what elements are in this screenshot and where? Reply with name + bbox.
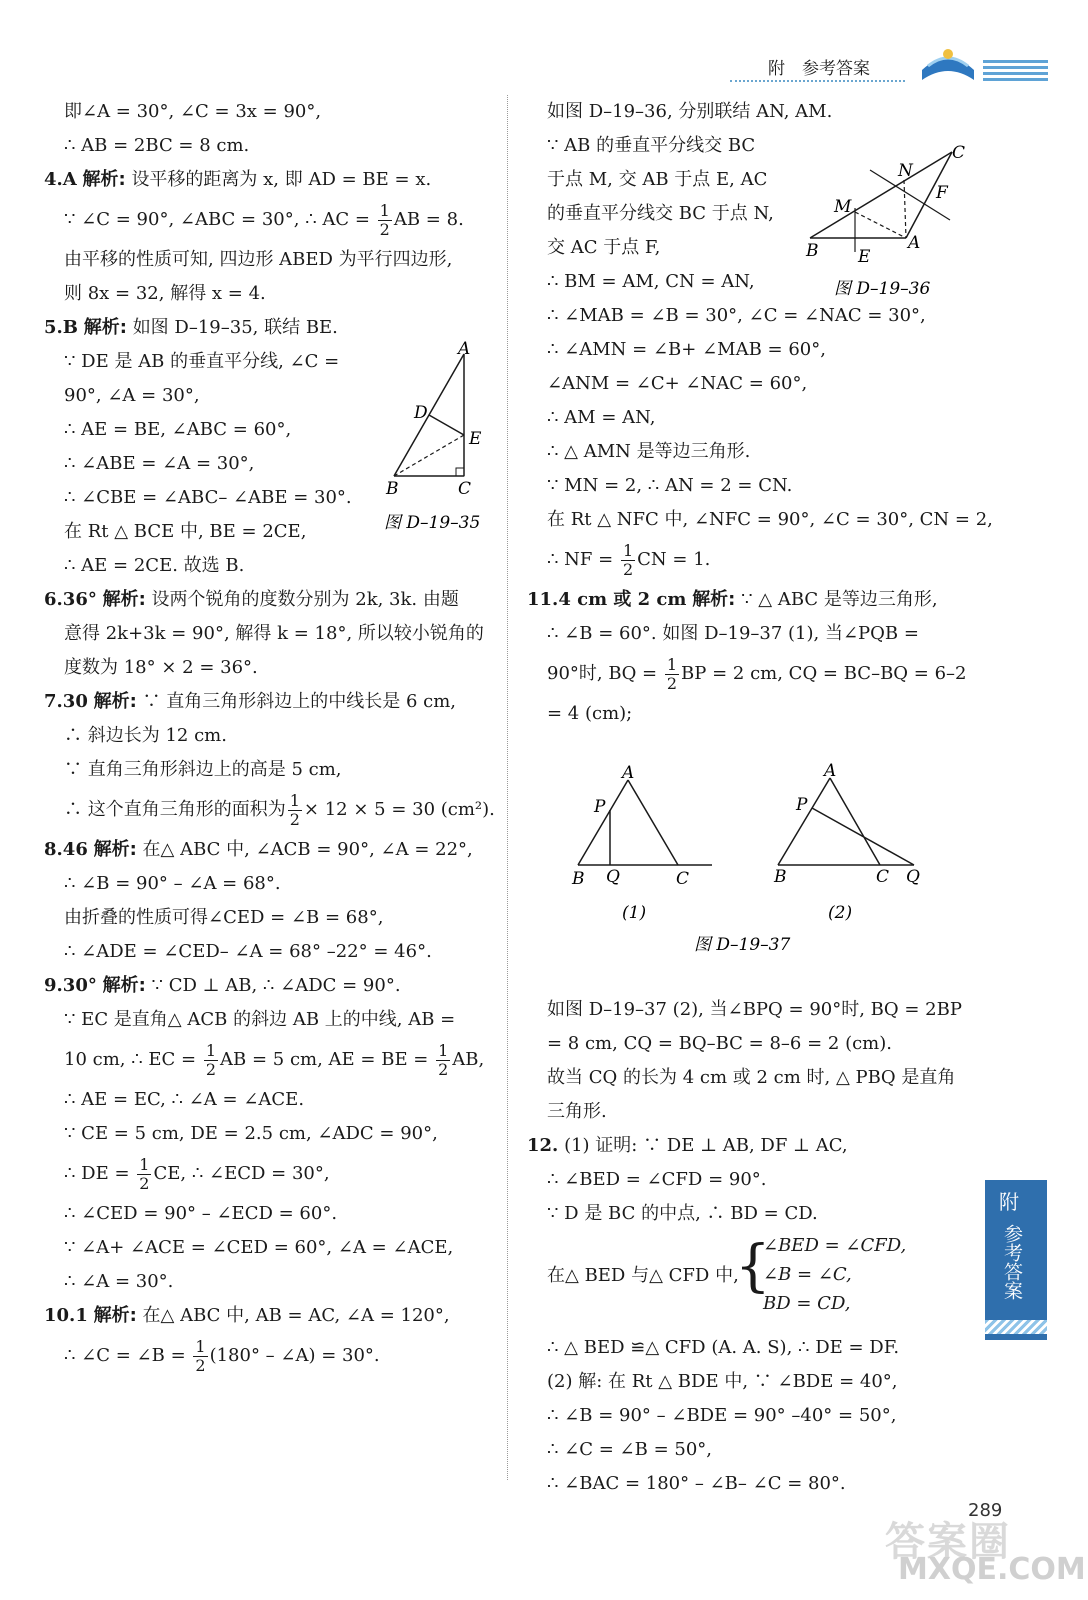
text-line	[44, 867, 496, 901]
line-text: ∴ ∠AMN = ∠B+ ∠MAB = 60°,	[547, 339, 826, 360]
line-text: ∴ △ BED ≌△ CFD (A. A. S), ∴ DE = DF.	[547, 1337, 900, 1358]
line-text: 即∠A = 30°, ∠C = 3x = 90°,	[64, 101, 322, 122]
line-text: (180° – ∠A) = 30°.	[209, 1345, 380, 1366]
analysis-keyword: 解析:	[102, 589, 146, 610]
fig37b-label: C	[876, 867, 890, 887]
line-text: ∴ ∠MAB = ∠B = 30°, ∠C = ∠NAC = 30°,	[547, 305, 926, 326]
analysis-keyword: 解析:	[102, 975, 146, 996]
text-line	[527, 435, 977, 469]
item-number: 6.36°	[44, 589, 97, 610]
text-line	[527, 1331, 977, 1365]
text-line	[44, 163, 496, 197]
text-line	[44, 1083, 496, 1117]
line-text: ∵ ∠C = 90°, ∠ABC = 30°, ∴ AC =	[64, 209, 376, 230]
text-line	[527, 1027, 977, 1061]
fraction	[378, 202, 392, 239]
line-text: 在△ ABC 中, ∠ACB = 90°, ∠A = 22°,	[142, 839, 473, 860]
text-line	[527, 1061, 977, 1095]
line-text: ∴ ∠CBE = ∠ABC– ∠ABE = 30°.	[64, 487, 352, 508]
item-number: 11.4 cm 或 2 cm	[527, 589, 687, 610]
page-number: 289	[968, 1500, 1003, 1521]
line-text: ∴ ∠CED = 90° – ∠ECD = 60°.	[64, 1203, 338, 1224]
brace: {	[735, 1234, 771, 1299]
text-line	[527, 333, 977, 367]
item-number: 7.30	[44, 691, 88, 712]
line-text: ∴ ∠B = 90° – ∠A = 68°.	[64, 873, 281, 894]
line-text: ∴ ∠ABE = ∠A = 30°,	[64, 453, 255, 474]
line-text: ∴ ∠C = ∠B = 50°,	[547, 1439, 713, 1460]
text-line	[44, 1117, 496, 1151]
fig37a-label: B	[572, 869, 585, 889]
fraction-denominator: 2	[379, 219, 390, 239]
line-text: ∴ 这个直角三角形的面积为	[64, 799, 286, 820]
fraction-numerator: 1	[666, 654, 678, 674]
text-line	[44, 1333, 496, 1379]
line-text: ∠ANM = ∠C+ ∠NAC = 60°,	[547, 373, 808, 394]
line-text: ∵ D 是 BC 的中点, ∴ BD = CD.	[547, 1203, 818, 1224]
fig37a-label: Q	[606, 867, 620, 887]
text-line	[44, 1151, 496, 1197]
text-line	[44, 1299, 496, 1333]
text-line	[44, 1197, 496, 1231]
text-line	[44, 1003, 496, 1037]
line-text: ∴ ∠ADE = ∠CED– ∠A = 68° –22° = 46°.	[64, 941, 432, 962]
text-line	[527, 1467, 977, 1501]
text-line	[44, 935, 496, 969]
fraction-denominator: 2	[622, 559, 634, 579]
figure-sub-caption: (1)	[622, 903, 647, 923]
line-text: (1) 证明: ∵ DE ⊥ AB, DF ⊥ AC,	[564, 1135, 848, 1156]
side-tab-bottom: 参考答案	[1001, 1224, 1023, 1300]
line-text: 在△ ABC 中, AB = AC, ∠A = 120°,	[142, 1305, 450, 1326]
text-line	[44, 197, 496, 243]
analysis-keyword: 解析:	[93, 1305, 137, 1326]
line-text: 在 Rt △ NFC 中, ∠NFC = 90°, ∠C = 30°, CN = 2,	[547, 509, 993, 530]
line-text: 90°, ∠A = 30°,	[64, 385, 200, 406]
line-text: 交 AC 于点 F,	[547, 237, 661, 258]
text-line	[44, 129, 496, 163]
figure-caption: 图 D–19–37	[694, 935, 791, 955]
fig37b-label: Q	[906, 867, 920, 887]
fraction-numerator: 1	[139, 1154, 150, 1174]
header-label: 附 参考答案	[768, 59, 870, 79]
fig37b-label: P	[796, 795, 808, 815]
item-number: 12.	[527, 1135, 559, 1156]
text-line	[44, 617, 496, 651]
line-text: 由折叠的性质可得∠CED = ∠B = 68°,	[64, 907, 384, 928]
text-line	[527, 1433, 977, 1467]
fig37a-label: A	[622, 763, 635, 783]
figure-sub-caption: (2)	[828, 903, 853, 923]
item-number: 4.A	[44, 169, 77, 190]
text-line	[527, 95, 977, 129]
figure-d-19-37	[560, 760, 940, 960]
fraction-denominator: 2	[666, 673, 678, 693]
figure-caption: 图 D–19–36	[834, 279, 931, 299]
fraction-denominator: 2	[139, 1173, 150, 1193]
fraction-numerator: 1	[289, 790, 300, 810]
fig37a-label: P	[594, 797, 606, 817]
text-line	[44, 787, 496, 833]
item-number: 5.B	[44, 317, 79, 338]
text-line	[44, 685, 496, 719]
line-text: ∵ MN = 2, ∴ AN = 2 = CN.	[547, 475, 793, 496]
line-text: 度数为 18° × 2 = 36°.	[64, 657, 258, 678]
fig36-label: E	[858, 247, 871, 267]
fig35-label: A	[458, 340, 471, 359]
text-line	[44, 969, 496, 1003]
text-line	[44, 549, 496, 583]
line-text: 如图 D–19–35, 联结 BE.	[132, 317, 338, 338]
figure-d-19-35	[378, 340, 498, 540]
line-text: 在 Rt △ BCE 中, BE = 2CE,	[64, 521, 307, 542]
fraction	[621, 542, 635, 579]
line-text: CE, ∴ ∠ECD = 30°,	[153, 1163, 330, 1184]
line-text: ∴ △ AMN 是等边三角形.	[547, 441, 751, 462]
analysis-keyword: 解析:	[82, 169, 126, 190]
text-line	[527, 1399, 977, 1433]
fraction-denominator: 2	[205, 1059, 217, 1079]
line-text: ∵ △ ABC 是等边三角形,	[741, 589, 938, 610]
side-tab-top: 附	[999, 1190, 1019, 1214]
text-line	[527, 993, 977, 1027]
line-text: 由平移的性质可知, 四边形 ABED 为平行四边形,	[64, 249, 453, 270]
text-line	[527, 651, 977, 697]
text-line	[527, 1163, 977, 1197]
header-divider	[730, 80, 905, 82]
fraction-numerator: 1	[205, 1040, 217, 1060]
left-column	[44, 95, 496, 1379]
analysis-keyword: 解析:	[692, 589, 736, 610]
text-line	[527, 1365, 977, 1399]
figure-d-19-36	[800, 140, 970, 305]
text-line	[527, 469, 977, 503]
fig35-label: B	[386, 479, 399, 499]
fraction	[193, 1338, 207, 1375]
line-text: 故当 CQ 的长为 4 cm 或 2 cm 时, △ PBQ 是直角	[547, 1067, 956, 1088]
line-text: ∴ AB = 2BC = 8 cm.	[64, 135, 250, 156]
line-text: 90°时, BQ =	[547, 663, 663, 684]
fig36-label: B	[806, 241, 819, 261]
system-line: BD = CD,	[763, 1293, 851, 1314]
book-logo-icon	[918, 40, 978, 88]
line-text: ∵ EC 是直角△ ACB 的斜边 AB 上的中线, AB =	[64, 1009, 456, 1030]
item-number: 10.1	[44, 1305, 88, 1326]
analysis-keyword: 解析:	[83, 317, 127, 338]
fig36-label: M	[834, 197, 852, 217]
line-text: AB = 8.	[393, 209, 464, 230]
line-text: 于点 M, 交 AB 于点 E, AC	[547, 169, 768, 190]
appendix-side-tab	[985, 1180, 1047, 1340]
line-text: ∵ CD ⊥ AB, ∴ ∠ADC = 90°.	[151, 975, 401, 996]
fraction	[288, 792, 302, 829]
equation-system	[527, 1231, 977, 1331]
fig35-label: C	[458, 479, 472, 499]
text-line	[44, 833, 496, 867]
line-text: ∵ 直角三角形斜边上的中线长是 6 cm,	[142, 691, 457, 712]
text-line	[527, 697, 977, 731]
fig37a-label: C	[676, 869, 690, 889]
text-line	[527, 1095, 977, 1129]
line-text: ∴ ∠C = ∠B =	[64, 1345, 192, 1366]
text-line	[44, 277, 496, 311]
line-text: ∵ DE 是 AB 的垂直平分线, ∠C =	[64, 351, 340, 372]
analysis-keyword: 解析:	[93, 691, 137, 712]
fraction-denominator: 2	[438, 1059, 449, 1079]
system-lead: 在△ BED 与△ CFD 中,	[547, 1265, 739, 1286]
line-text: AB,	[452, 1049, 485, 1070]
text-line	[527, 503, 993, 537]
fraction-denominator: 2	[289, 809, 300, 829]
line-text: 则 8x = 32, 解得 x = 4.	[64, 283, 266, 304]
line-text: ∴ AE = EC, ∴ ∠A = ∠ACE.	[64, 1089, 305, 1110]
fraction-numerator: 1	[438, 1040, 449, 1060]
line-text: ∵ 直角三角形斜边上的高是 5 cm,	[64, 759, 342, 780]
line-text: ∴ DE =	[64, 1163, 136, 1184]
text-line	[44, 901, 496, 935]
text-line	[44, 1231, 496, 1265]
line-text: = 8 cm, CQ = BQ–BC = 8–6 = 2 (cm).	[547, 1033, 892, 1054]
fig35-label: E	[469, 429, 482, 449]
line-text: 如图 D–19–36, 分别联结 AN, AM.	[547, 101, 833, 122]
line-text: BP = 2 cm, CQ = BC–BQ = 6–2	[681, 663, 967, 684]
figure-caption: 图 D–19–35	[384, 513, 481, 533]
line-text: 10 cm, ∴ EC =	[64, 1049, 202, 1070]
line-text: ∴ ∠B = 90° – ∠BDE = 90° –40° = 50°,	[547, 1405, 897, 1426]
watermark: 答案圈	[885, 1519, 1011, 1565]
line-text: 三角形.	[547, 1101, 607, 1122]
text-line	[44, 1265, 496, 1299]
system-line: ∠B = ∠C,	[763, 1264, 852, 1285]
analysis-keyword: 解析:	[93, 839, 137, 860]
text-line	[44, 1037, 496, 1083]
fig36-label: C	[952, 143, 966, 163]
fig36-label: N	[898, 161, 913, 181]
fig36-label: A	[908, 233, 921, 253]
line-text: ∴ ∠BED = ∠CFD = 90°.	[547, 1169, 767, 1190]
line-text: ∵ ∠A+ ∠ACE = ∠CED = 60°, ∠A = ∠ACE,	[64, 1237, 454, 1258]
text-line	[44, 243, 496, 277]
text-line	[527, 1197, 977, 1231]
fraction	[137, 1156, 151, 1193]
line-text: ∵ AB 的垂直平分线交 BC	[547, 135, 756, 156]
text-line	[44, 719, 496, 753]
side-tab-stripe	[985, 1320, 1047, 1334]
fraction-numerator: 1	[379, 200, 390, 220]
item-number: 9.30°	[44, 975, 97, 996]
text-line	[527, 1129, 977, 1163]
line-text: ∴ NF =	[547, 549, 619, 570]
line-text: ∴ ∠A = 30°.	[64, 1271, 174, 1292]
fraction-denominator: 2	[195, 1355, 206, 1375]
text-line	[527, 401, 977, 435]
text-line	[527, 367, 977, 401]
fraction	[204, 1042, 218, 1079]
header-stripes	[983, 60, 1048, 82]
text-line	[44, 753, 496, 787]
text-line	[44, 651, 496, 685]
fig36-label: F	[936, 183, 948, 203]
line-text: AB = 5 cm, AE = BE =	[220, 1049, 435, 1070]
line-text: ∴ ∠BAC = 180° – ∠B– ∠C = 80°.	[547, 1473, 846, 1494]
watermark-url: MXQE.COM	[898, 1552, 1086, 1587]
line-text: (2) 解: 在 Rt △ BDE 中, ∵ ∠BDE = 40°,	[547, 1371, 898, 1392]
line-text: ∴ AE = 2CE. 故选 B.	[64, 555, 245, 576]
line-text: 设两个锐角的度数分别为 2k, 3k. 由题	[151, 589, 459, 610]
text-line	[527, 537, 977, 583]
fraction	[665, 656, 679, 693]
fig35-label: D	[414, 403, 428, 423]
column-divider	[507, 95, 508, 1480]
line-text: ∴ ∠B = 60°. 如图 D–19–37 (1), 当∠PQB =	[547, 623, 919, 644]
line-text: ∵ CE = 5 cm, DE = 2.5 cm, ∠ADC = 90°,	[64, 1123, 438, 1144]
text-line	[44, 583, 496, 617]
line-text: ∴ AE = BE, ∠ABC = 60°,	[64, 419, 292, 440]
line-text: × 12 × 5 = 30 (cm²).	[303, 799, 495, 820]
fraction	[436, 1042, 450, 1079]
line-text: = 4 (cm);	[547, 703, 633, 724]
line-text: ∴ AM = AN,	[547, 407, 656, 428]
line-text: ∴ 斜边长为 12 cm.	[64, 725, 227, 746]
text-line	[527, 617, 977, 651]
line-text: 设平移的距离为 x, 即 AD = BE = x.	[131, 169, 432, 190]
fraction-numerator: 1	[195, 1336, 206, 1356]
line-text: 如图 D–19–37 (2), 当∠BPQ = 90°时, BQ = 2BP	[547, 999, 962, 1020]
line-text: 的垂直平分线交 BC 于点 N,	[547, 203, 774, 224]
system-line: ∠BED = ∠CFD,	[763, 1235, 907, 1256]
text-line	[527, 583, 977, 617]
fig37b-label: B	[774, 867, 787, 887]
fraction-numerator: 1	[622, 540, 634, 560]
item-number: 8.46	[44, 839, 88, 860]
text-line	[44, 95, 496, 129]
line-text: CN = 1.	[637, 549, 711, 570]
line-text: 意得 2k+3k = 90°, 解得 k = 18°, 所以较小锐角的	[64, 623, 484, 644]
line-text: ∴ BM = AM, CN = AN,	[547, 271, 755, 292]
fig37b-label: A	[824, 761, 837, 781]
